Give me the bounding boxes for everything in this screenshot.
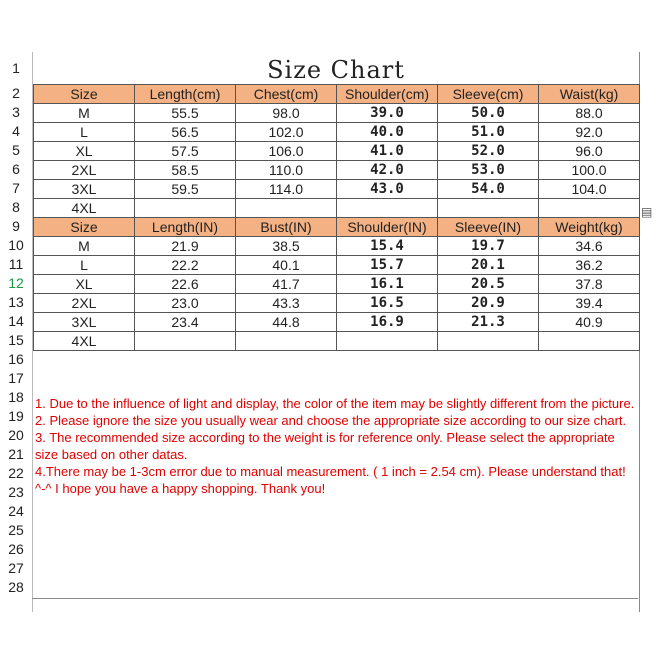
column-header[interactable]: Shoulder(cm): [337, 85, 438, 104]
table-cell[interactable]: 106.0: [236, 142, 337, 161]
table-cell[interactable]: 104.0: [539, 180, 640, 199]
table-row: [34, 294, 640, 313]
column-header[interactable]: Sleeve(IN): [438, 218, 539, 237]
row-number[interactable]: 6: [12, 161, 20, 177]
table-row: [34, 161, 640, 180]
row-number[interactable]: 27: [8, 560, 24, 576]
table-cell[interactable]: [438, 199, 539, 218]
row-number[interactable]: 21: [8, 446, 24, 462]
table-cell[interactable]: 23.4: [135, 313, 236, 332]
table-cell[interactable]: 110.0: [236, 161, 337, 180]
table-cell[interactable]: 36.2: [539, 256, 640, 275]
column-header[interactable]: Weight(kg): [539, 218, 640, 237]
table-cell[interactable]: 39.0: [337, 104, 438, 123]
table-cell[interactable]: 59.5: [135, 180, 236, 199]
row-number[interactable]: 23: [8, 484, 24, 500]
table-cell[interactable]: 3XL: [34, 313, 135, 332]
table-cell[interactable]: L: [34, 256, 135, 275]
size-table-cm: [33, 84, 640, 218]
table-cell[interactable]: 54.0: [438, 180, 539, 199]
table-cell[interactable]: 39.4: [539, 294, 640, 313]
row-number[interactable]: 26: [8, 541, 24, 557]
table-cell[interactable]: 20.5: [438, 275, 539, 294]
table-cell[interactable]: 43.3: [236, 294, 337, 313]
table-cell[interactable]: 50.0: [438, 104, 539, 123]
table-cell[interactable]: [539, 199, 640, 218]
note-2: 2. Please ignore the size you usually wear and choose the appropriate size according to our size chart.: [35, 412, 627, 428]
sheet-bottom-border: [32, 598, 638, 599]
table-cell[interactable]: [438, 332, 539, 351]
table-cell[interactable]: 34.6: [539, 237, 640, 256]
table-cell[interactable]: 15.7: [337, 256, 438, 275]
table-cell[interactable]: 15.4: [337, 237, 438, 256]
table-row: [34, 180, 640, 199]
table-cell[interactable]: 98.0: [236, 104, 337, 123]
row-number[interactable]: 3: [12, 104, 20, 120]
table-cell[interactable]: [337, 332, 438, 351]
column-header[interactable]: Size: [34, 85, 135, 104]
row-number[interactable]: 4: [12, 123, 20, 139]
note-5: ^-^ I hope you have a happy shopping. Thank you!: [35, 480, 326, 496]
table-cell[interactable]: 51.0: [438, 123, 539, 142]
row-number[interactable]: 14: [8, 313, 24, 329]
note-3: 3. The recommended size according to the weight is for reference only. Please select the appropriate size based on other datas.: [35, 429, 615, 462]
column-header[interactable]: Bust(IN): [236, 218, 337, 237]
note-4: 4.There may be 1-3cm error due to manual measurement. ( 1 inch = 2.54 cm). Please understand that!: [35, 463, 626, 479]
table-cell[interactable]: 43.0: [337, 180, 438, 199]
row-number[interactable]: 24: [8, 503, 24, 519]
table-row: [34, 123, 640, 142]
row-number[interactable]: 7: [12, 180, 20, 196]
table-cell[interactable]: 2XL: [34, 161, 135, 180]
row-number[interactable]: 8: [12, 199, 20, 215]
table-cell[interactable]: 22.6: [135, 275, 236, 294]
table-row: [34, 237, 640, 256]
table-cell[interactable]: L: [34, 123, 135, 142]
table-row: [34, 313, 640, 332]
table-row: [34, 199, 640, 218]
table-cell[interactable]: 2XL: [34, 294, 135, 313]
note-1: 1. Due to the influence of light and display, the color of the item may be slightly different from the picture.: [35, 396, 635, 411]
row-number[interactable]: 17: [8, 370, 24, 386]
table-cell[interactable]: [236, 199, 337, 218]
table-cell[interactable]: 16.9: [337, 313, 438, 332]
table-cell[interactable]: 100.0: [539, 161, 640, 180]
table-cell[interactable]: 44.8: [236, 313, 337, 332]
column-header[interactable]: Length(cm): [135, 85, 236, 104]
size-table-inches: [33, 217, 640, 351]
table-cell[interactable]: 20.1: [438, 256, 539, 275]
table-cell[interactable]: 58.5: [135, 161, 236, 180]
row-number[interactable]: 28: [8, 579, 24, 595]
table-cell[interactable]: 22.2: [135, 256, 236, 275]
table-row: [34, 275, 640, 294]
chart-title: Size Chart: [267, 56, 405, 84]
table-cell[interactable]: 16.5: [337, 294, 438, 313]
table-cell[interactable]: 57.5: [135, 142, 236, 161]
table-row: [34, 256, 640, 275]
row-number[interactable]: 2: [12, 85, 20, 101]
table-cell[interactable]: 23.0: [135, 294, 236, 313]
table-cell[interactable]: [135, 332, 236, 351]
spreadsheet-area: [32, 52, 640, 612]
table-cell[interactable]: 102.0: [236, 123, 337, 142]
table-cell[interactable]: 40.1: [236, 256, 337, 275]
row-number[interactable]: 19: [8, 408, 24, 424]
row-number[interactable]: 16: [8, 351, 24, 367]
row-number[interactable]: 1: [12, 60, 20, 76]
column-header[interactable]: Sleeve(cm): [438, 85, 539, 104]
paste-options-icon[interactable]: ▤: [641, 205, 653, 219]
row-number[interactable]: 5: [12, 142, 20, 158]
table-cell[interactable]: 56.5: [135, 123, 236, 142]
row-number[interactable]: 15: [8, 332, 24, 348]
row-number[interactable]: 18: [8, 389, 24, 405]
table-cell[interactable]: 38.5: [236, 237, 337, 256]
row-number[interactable]: 22: [8, 465, 24, 481]
table-cell[interactable]: 88.0: [539, 104, 640, 123]
table-cell[interactable]: 96.0: [539, 142, 640, 161]
table-row: [34, 142, 640, 161]
table-cell[interactable]: 16.1: [337, 275, 438, 294]
table-cell[interactable]: 41.7: [236, 275, 337, 294]
row-number[interactable]: 12: [8, 275, 24, 291]
table-cell[interactable]: 21.3: [438, 313, 539, 332]
table-cell[interactable]: [236, 332, 337, 351]
table-cell[interactable]: XL: [34, 142, 135, 161]
notes-block: [35, 396, 635, 497]
table-cell[interactable]: 4XL: [34, 332, 135, 351]
table-cell[interactable]: [135, 199, 236, 218]
column-header[interactable]: Shoulder(IN): [337, 218, 438, 237]
table-cell[interactable]: 19.7: [438, 237, 539, 256]
table-cell[interactable]: 92.0: [539, 123, 640, 142]
table-cell[interactable]: 41.0: [337, 142, 438, 161]
table-cell[interactable]: 53.0: [438, 161, 539, 180]
table-cell[interactable]: [539, 332, 640, 351]
table-row: [34, 332, 640, 351]
table-cell[interactable]: 114.0: [236, 180, 337, 199]
row-number[interactable]: 20: [8, 427, 24, 443]
row-number-column: [0, 52, 32, 597]
table-cell[interactable]: 55.5: [135, 104, 236, 123]
row-number[interactable]: 10: [8, 237, 24, 253]
table-cell[interactable]: 37.8: [539, 275, 640, 294]
table-cell[interactable]: 20.9: [438, 294, 539, 313]
table-cell[interactable]: 3XL: [34, 180, 135, 199]
table-cell[interactable]: M: [34, 237, 135, 256]
table-cell[interactable]: M: [34, 104, 135, 123]
table-cell[interactable]: 21.9: [135, 237, 236, 256]
table-cell[interactable]: 52.0: [438, 142, 539, 161]
row-number[interactable]: 25: [8, 522, 24, 538]
table-cell[interactable]: 40.0: [337, 123, 438, 142]
table-cell[interactable]: 40.9: [539, 313, 640, 332]
table-header-row: [34, 85, 640, 104]
table-header-row: [34, 218, 640, 237]
column-header[interactable]: Chest(cm): [236, 85, 337, 104]
table-cell[interactable]: XL: [34, 275, 135, 294]
row-number[interactable]: 11: [8, 256, 24, 272]
table-cell[interactable]: 4XL: [34, 199, 135, 218]
column-header[interactable]: Size: [34, 218, 135, 237]
table-cell[interactable]: [337, 199, 438, 218]
column-header[interactable]: Waist(kg): [539, 85, 640, 104]
column-header[interactable]: Length(IN): [135, 218, 236, 237]
table-row: [34, 104, 640, 123]
table-cell[interactable]: 42.0: [337, 161, 438, 180]
row-number[interactable]: 9: [12, 218, 20, 234]
row-number[interactable]: 13: [8, 294, 24, 310]
